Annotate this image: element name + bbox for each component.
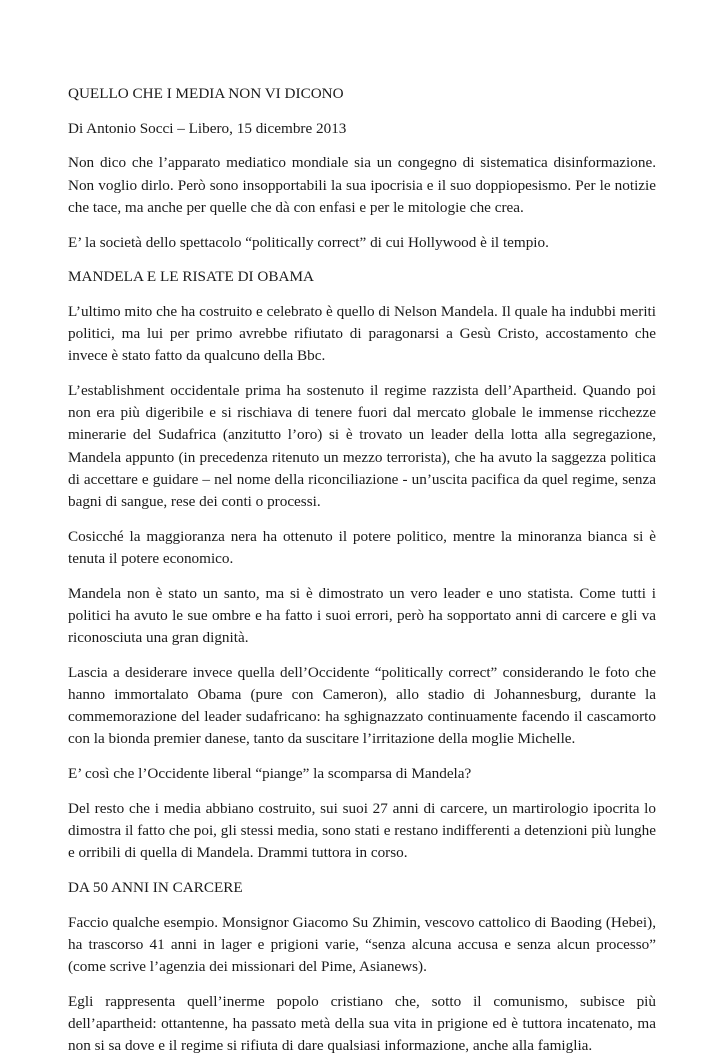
paragraph-hollywood: E’ la società dello spettacolo “politically correct” di cui Hollywood è il tempio.: [68, 233, 549, 251]
paragraph-christian-people: Egli rappresenta quell’inerme popolo cristiano che, sotto il comunismo, subisce più dell’apartheid: ottantenne, ha passato metà della sua vita in prigione ed è tuttora incatenato, ma non si sa dove e il regime si rifiuta di dare qualsiasi informazione, anche alla famiglia.: [68, 992, 656, 1055]
paragraph-majority: Cosicché la maggioranza nera ha ottenuto il potere politico, mentre la minoranza bianca si è tenuta il potere economico.: [68, 527, 656, 567]
paragraph-apartheid: L’establishment occidentale prima ha sostenuto il regime razzista dell’Apartheid. Quando poi non era più digeribile e si rischiava di tenere fuori dal mercato globale le immense ricchezze minerarie del Sudafrica (anzitutto l’oro) si è trovato un leader della lotta alla segregazione, Mandela appunto (in precedenza ritenuto un mezzo terrorista), che ha avuto la saggezza politica di accettare e guidare – nel nome della riconciliazione - un’uscita pacifica da quel regime, senza bagni di sangue, rese dei conti o processi.: [68, 382, 656, 511]
paragraph-question: E’ così che l’Occidente liberal “piange” la scomparsa di Mandela?: [68, 765, 472, 783]
paragraph-su-zhimin: Faccio qualche esempio. Monsignor Giacomo Su Zhimin, vescovo cattolico di Baoding (Hebei), ha trascorso 41 anni in lager e prigioni varie, “senza alcuna accusa e senza alcun processo” (come scrive l’agenzia dei missionari del Pime, Asianews).: [68, 913, 656, 975]
paragraph-martyrology: Del resto che i media abbiano costruito, sui suoi 27 anni di carcere, un martirologio ipocrita lo dimostra il fatto che poi, gli stessi media, sono stati e restano indifferenti a detenzioni più lunghe e orribili di quella di Mandela. Drammi tuttora in corso.: [68, 799, 656, 862]
paragraph-leader: Mandela non è stato un santo, ma si è dimostrato un vero leader e uno statista. Come tutti i politici ha avuto le sue ombre e ha fatto i suoi errori, però ha sopportato anni di carcere e gli va riconosciuta una gran dignità.: [68, 584, 656, 647]
paragraph-mandela-myth: L’ultimo mito che ha costruito e celebrato è quello di Nelson Mandela. Il quale ha indubbi meriti politici, ma lui per primo avrebbe rifiutato di paragonarsi a Gesù Cristo, accostamento che invece è stato fatto da qualcuno della Bbc.: [68, 302, 656, 365]
section-heading-prison: DA 50 ANNI IN CARCERE: [68, 878, 243, 896]
section-heading-mandela: MANDELA E LE RISATE DI OBAMA: [68, 268, 314, 286]
paragraph-intro: Non dico che l’apparato mediatico mondiale sia un congegno di sistematica disinformazione. Non voglio dirlo. Però sono insopportabili la sua ipocrisia e il suo doppiopesismo. Per le notizie che tace, ma anche per quelle che dà con enfasi e per le mitologie che crea.: [68, 154, 656, 216]
document-title: QUELLO CHE I MEDIA NON VI DICONO: [68, 85, 344, 102]
paragraph-obama: Lascia a desiderare invece quella dell’Occidente “politically correct” considerando le foto che hanno immortalato Obama (pure con Cameron), allo stadio di Johannesburg, durante la commemorazione del leader sudafricano: ha sghignazzato continuamente facendo il cascamorto con la bionda premier danese, tanto da suscitare l’irritazione della moglie Michelle.: [68, 663, 656, 748]
byline: Di Antonio Socci – Libero, 15 dicembre 2013: [68, 119, 347, 137]
